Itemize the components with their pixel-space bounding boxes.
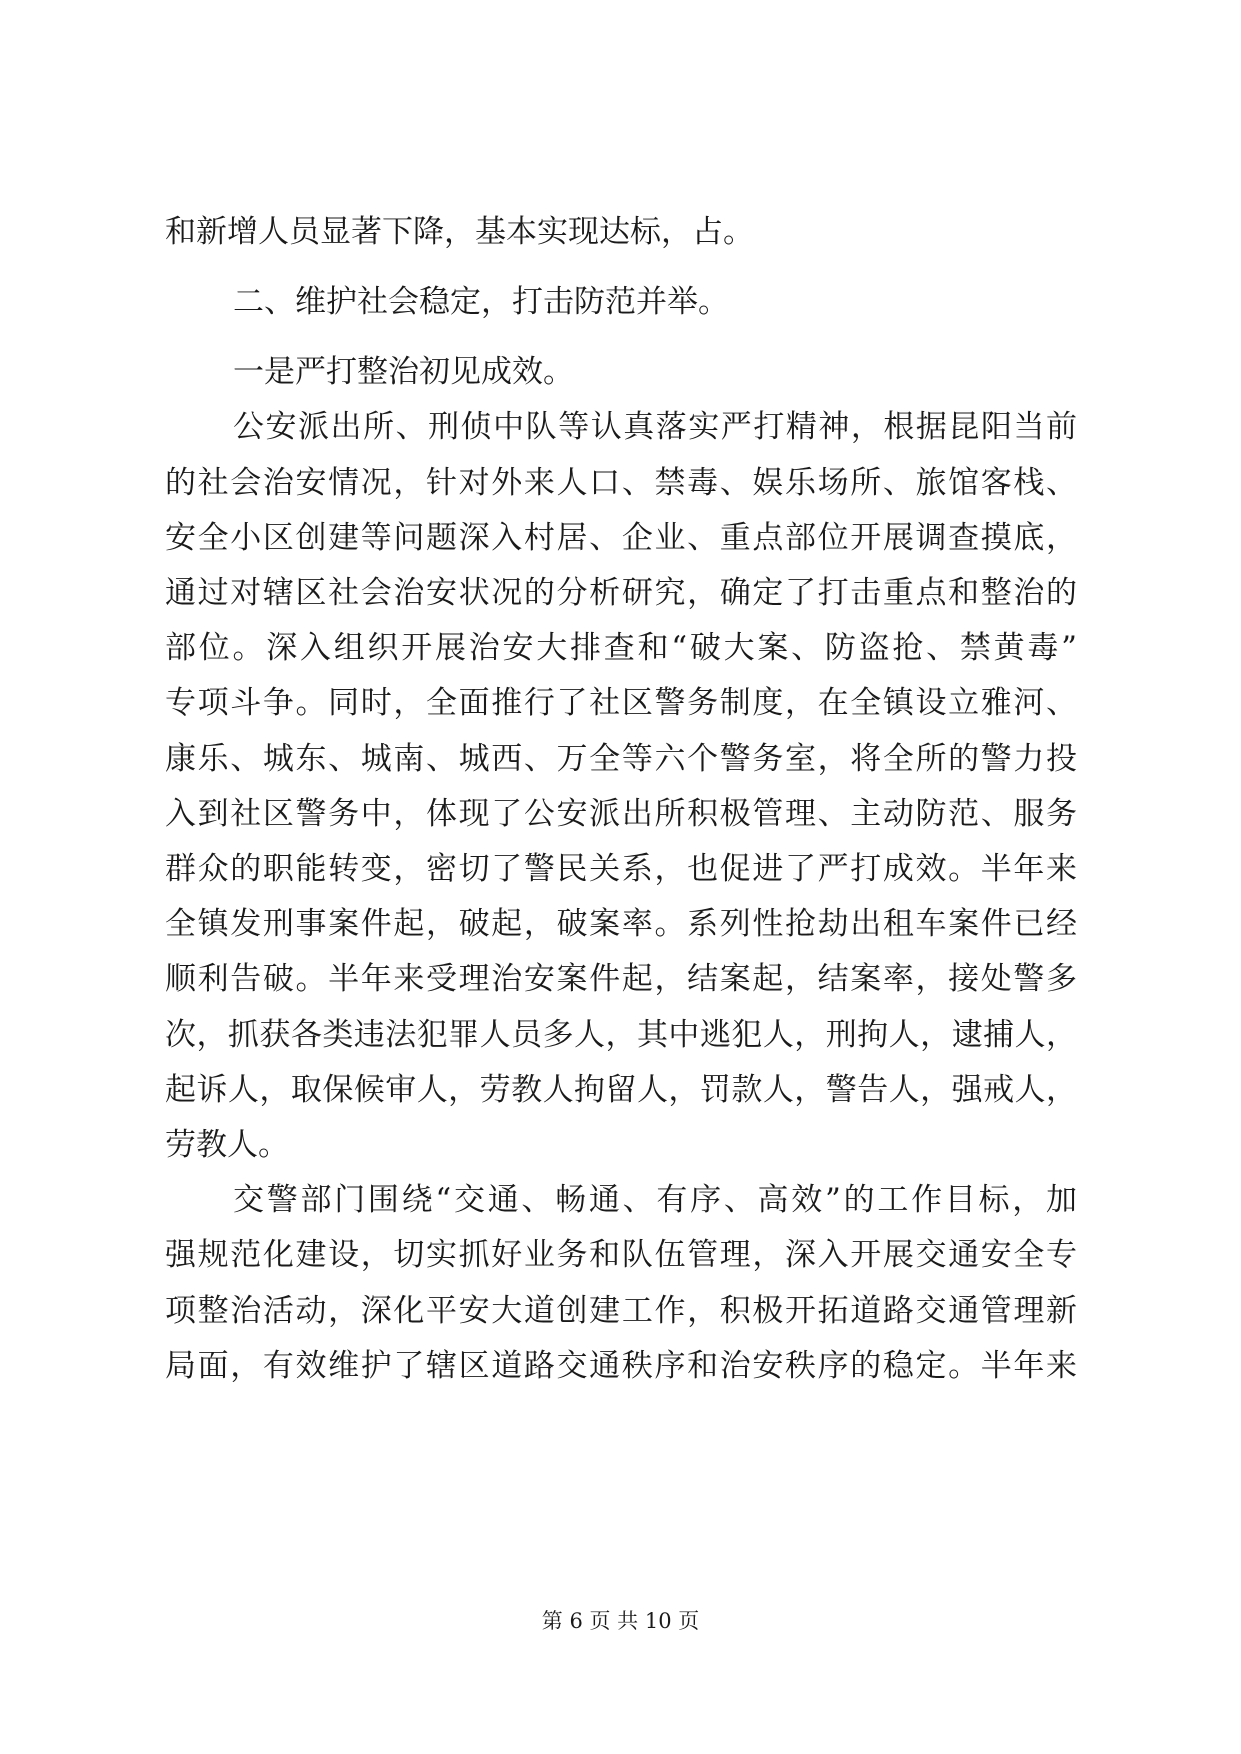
text-line: 次，抓获各类违法犯罪人员多人，其中逃犯人，刑拘人，逮捕人，: [165, 1017, 1077, 1053]
text-line: 安全小区创建等问题深入村居、企业、重点部位开展调查摸底，: [165, 520, 1077, 556]
text-line: 起诉人，取保候审人，劳教人拘留人，罚款人，警告人，强戒人，: [165, 1072, 1077, 1108]
text-line: 通过对辖区社会治安状况的分析研究，确定了打击重点和整治的: [165, 575, 1077, 611]
text-line: 交警部门围绕“交通、畅通、有序、高效”的工作目标，加: [233, 1182, 1077, 1218]
text-line: 局面，有效维护了辖区道路交通秩序和治安秩序的稳定。半年来: [165, 1348, 1077, 1384]
text-line: 群众的职能转变，密切了警民关系，也促进了严打成效。半年来: [165, 851, 1077, 887]
text-line: 康乐、城东、城南、城西、万全等六个警务室，将全所的警力投: [165, 741, 1077, 777]
text-line: 强规范化建设，切实抓好业务和队伍管理，深入开展交通安全专: [165, 1237, 1077, 1273]
text-line: 顺利告破。半年来受理治安案件起，结案起，结案率，接处警多: [165, 961, 1077, 997]
text-line: 入到社区警务中，体现了公安派出所积极管理、主动防范、服务: [165, 796, 1077, 832]
text-line: 和新增人员显著下降，基本实现达标，占。: [165, 214, 754, 250]
text-line: 项整治活动，深化平安大道创建工作，积极开拓道路交通管理新: [165, 1293, 1077, 1329]
subsection-heading: 一是严打整治初见成效。: [233, 354, 574, 390]
text-line: 部位。深入组织开展治安大排查和“破大案、防盗抢、禁黄毒”: [165, 630, 1077, 666]
page-number-footer: 第 6 页 共 10 页: [541, 1609, 700, 1633]
text-line: 专项斗争。同时，全面推行了社区警务制度，在全镇设立雅河、: [165, 685, 1077, 721]
text-line: 公安派出所、刑侦中队等认真落实严打精神，根据昆阳当前: [233, 409, 1077, 445]
section-heading: 二、维护社会稳定，打击防范并举。: [233, 284, 729, 320]
text-line: 全镇发刑事案件起，破起，破案率。系列性抢劫出租车案件已经: [165, 906, 1077, 942]
text-line: 劳教人。: [165, 1127, 289, 1163]
text-line: 的社会治安情况，针对外来人口、禁毒、娱乐场所、旅馆客栈、: [165, 465, 1077, 501]
